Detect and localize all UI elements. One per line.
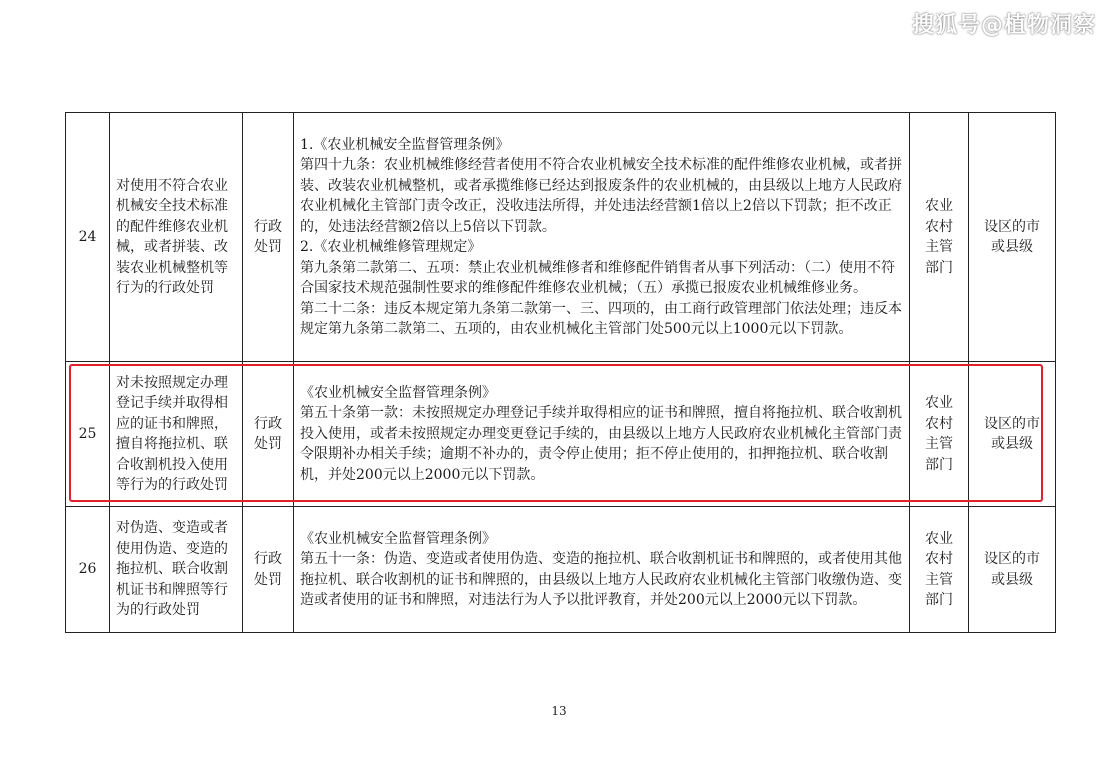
- table-row: [66, 113, 1056, 362]
- legal-basis: [294, 113, 910, 362]
- legal-basis: [294, 507, 910, 633]
- enforcement-department: 农业农村主管部门: [910, 362, 969, 507]
- enforcement-level: 设区的市或县级: [969, 507, 1056, 633]
- penalty-type: 行政处罚: [243, 362, 294, 507]
- row-number: 25: [66, 362, 110, 507]
- basis-line: 1.《农业机械安全监督管理条例》: [300, 136, 510, 153]
- regulation-table: [65, 112, 1056, 633]
- basis-line: 第九条第二款第二、五项：禁止农业机械维修者和维修配件销售者从事下列活动：（二）使用不符合国家技术规范强制性要求的维修配件维修农业机械；（五）承揽已报废农业机械维修业务。: [300, 259, 895, 296]
- basis-line: 第五十一条：伪造、变造或者使用伪造、变造的拖拉机、联合收割机证书和牌照的，或者使用其他拖拉机、联合收割机的证书和牌照的，由县级以上地方人民政府农业机械化主管部门收缴伪造、变造或者使用的证书和牌照，对违法行为人予以批评教育，并处200元以上2000元以下罚款。: [300, 551, 902, 608]
- violation-behavior: 对使用不符合农业机械安全技术标准的配件维修农业机械，或者拼装、改装农业机械整机等行为的行政处罚: [110, 113, 243, 362]
- legal-basis: [294, 362, 910, 507]
- basis-line: 2.《农业机械维修管理规定》: [300, 239, 482, 255]
- watermark: 搜狐号@植物洞察: [911, 13, 1096, 38]
- table-row: [66, 507, 1056, 633]
- penalty-type: 行政处罚: [243, 507, 294, 633]
- basis-line: 第四十九条：农业机械维修经营者使用不符合农业机械安全技术标准的配件维修农业机械，或者拼装、改装农业机械整机，或者承揽维修已经达到报废条件的农业机械的，由县级以上地方人民政府农业机械化主管部门责令改正，没收违法所得，并处违法经营额1倍以上2倍以下罚款；拒不改正的，处违法经营额2倍以上5倍以下罚款。: [300, 157, 902, 235]
- page-number: 13: [551, 704, 567, 718]
- enforcement-level: 设区的市或县级: [969, 362, 1056, 507]
- table-row: [66, 362, 1056, 507]
- basis-line: 《农业机械安全监督管理条例》: [300, 384, 496, 401]
- enforcement-department: 农业农村主管部门: [910, 113, 969, 362]
- row-number: 24: [66, 113, 110, 362]
- enforcement-level: 设区的市或县级: [969, 113, 1056, 362]
- basis-line: 第二十二条：违反本规定第九条第二款第一、三、四项的，由工商行政管理部门依法处理；违反本规定第九条第二款第二、五项的，由农业机械化主管部门处500元以上1000元以下罚款。: [300, 300, 902, 337]
- basis-line: 《农业机械安全监督管理条例》: [300, 530, 496, 547]
- row-number: 26: [66, 507, 110, 633]
- penalty-type: 行政处罚: [243, 113, 294, 362]
- basis-line: 第五十条第一款：未按照规定办理登记手续并取得相应的证书和牌照，擅自将拖拉机、联合收割机投入使用，或者未按照规定办理变更登记手续的，由县级以上地方人民政府农业机械化主管部门责令限期补办相关手续；逾期不补办的，责令停止使用；拒不停止使用的，扣押拖拉机、联合收割机，并处200元以上2000元以下罚款。: [300, 405, 902, 483]
- violation-behavior: 对伪造、变造或者使用伪造、变造的拖拉机、联合收割机证书和牌照等行为的行政处罚: [110, 507, 243, 633]
- enforcement-department: 农业农村主管部门: [910, 507, 969, 633]
- violation-behavior: 对未按照规定办理登记手续并取得相应的证书和牌照，擅自将拖拉机、联合收割机投入使用等行为的行政处罚: [110, 362, 243, 507]
